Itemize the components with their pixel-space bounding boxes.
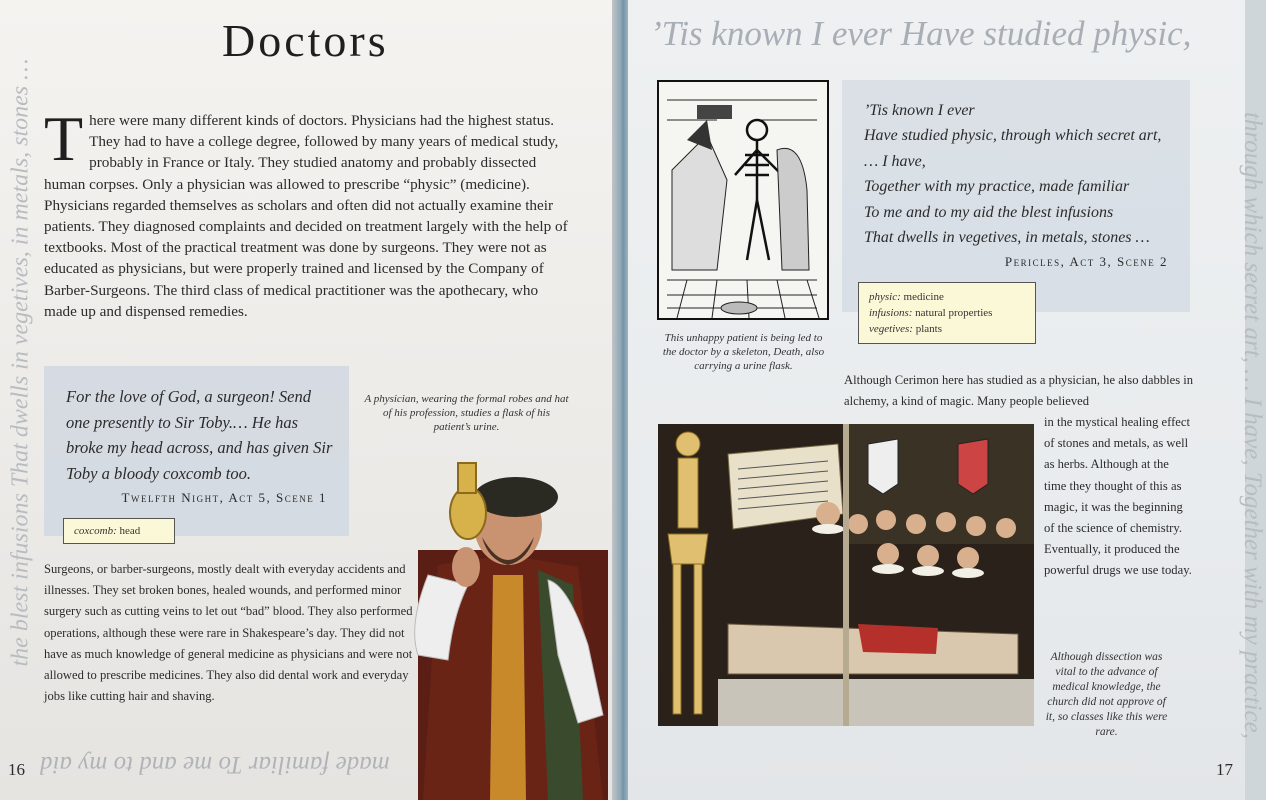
dissection-caption: Although dissection was vital to the advance of medical knowledge, the church did not approve of it, so classes like this were rare.: [1045, 651, 1168, 738]
coxcomb-gloss: [63, 518, 175, 544]
intro-text: here were many different kinds of doctors. Physicians had the highest status. They had to have a college degree, followed by many years of medical study, probably in France or Italy. They studied anatomy and probably dissected human corpses. Only a physician was allowed to prescribe “physic” (medicine). Physicians regarded themselves as scholars and often did not actually examine their patients. They diagnosed complaints and decided on treatment largely with the help of textbooks. Most of the practical treatment was done by surgeons. They were not as educated as physicians, but were properly trained and licensed by the Company of Barber-Surgeons. The third class of medical practitioner was the apothecary, who made up and dispensed remedies.: [44, 112, 568, 320]
alchemy-paragraph-lead: Although Cerimon here has studied as a physician, he also dabbles in alchemy, a kind of magic. Many people believed: [844, 373, 1194, 409]
gloss-line-vegetives: [869, 321, 1025, 337]
right-page: [628, 0, 1266, 800]
gloss-term: physic:: [869, 291, 901, 303]
twelfth-night-quote-box: [44, 366, 349, 536]
page-number-left: 16: [8, 760, 25, 779]
right-margin-header-quote: ’Tis known I ever Have studied physic,: [650, 14, 1192, 53]
drop-cap: T: [44, 103, 84, 174]
left-page: [0, 0, 616, 800]
alchemy-paragraph-continued: in the mystical healing effect of stones and metals, as well as herbs. Although at the time they thought of this as magic, it was the beginning of the science of chemistry. Eventually, it produced the powerful drugs we use today.: [1044, 415, 1192, 578]
surgeons-paragraph: Surgeons, or barber-surgeons, mostly dealt with everyday accidents and illnesses. They set broken bones, healed wounds, and performed minor surgery such as cutting veins to let out “bad” blood. They also performed operations, although these were rare in Shakespeare’s day. They did not have as much knowledge of general medicine as physicians and were not allowed to prescribe medicines. They also did dental work and everyday jobs like cutting hair and shaving.: [44, 562, 413, 704]
quote-source: Twelfth Night, Act 5, Scene 1: [121, 490, 327, 505]
gloss-definition: plants: [912, 323, 942, 335]
gloss-term: infusions:: [869, 307, 913, 319]
pericles-quote-box: [842, 80, 1190, 312]
gloss-line-physic: [869, 289, 1025, 305]
gloss-line-infusions: [869, 305, 1025, 321]
woodcut-caption: This unhappy patient is being led to the doctor by a skeleton, Death, also carrying a urine flask.: [662, 332, 825, 372]
pericles-quote-source: Pericles, Act 3, Scene 2: [1004, 254, 1168, 269]
pericles-gloss: [858, 282, 1036, 344]
page-number-right: 17: [1216, 760, 1233, 779]
gloss-term: coxcomb:: [74, 525, 117, 537]
right-margin-quote: through which secret art, … I have, Together with my practice,: [1239, 112, 1266, 740]
physician-illustration: [398, 455, 616, 800]
gloss-term: vegetives:: [869, 323, 913, 335]
page-title: Doctors: [222, 15, 389, 66]
skeleton-woodcut: [657, 80, 829, 320]
gloss-definition: head: [116, 525, 141, 537]
physician-caption: A physician, wearing the formal robes and hat of his profession, studies a flask of his patient’s urine.: [364, 393, 569, 433]
pericles-quote-text: ’Tis known I ever Have studied physic, through which secret art, … I have, Together with my practice, made familiar To me and to my aid the blest infusions That dwells in vegetives, in metals, stones …: [864, 102, 1162, 247]
left-margin-quote: the blest infusions That dwells in vegetives, in metals, stones …: [7, 58, 34, 667]
intro-paragraph: [44, 103, 574, 322]
gloss-definition: medicine: [900, 291, 944, 303]
quote-text: For the love of God, a surgeon! Send one presently to Sir Toby.… He has broke my head across, and has given Sir Toby a bloody coxcomb too.: [66, 387, 333, 483]
dissection-painting: [658, 424, 1034, 726]
left-bottom-margin-quote: made familiar To me and to my aid: [40, 751, 390, 778]
gloss-definition: natural properties: [912, 307, 993, 319]
